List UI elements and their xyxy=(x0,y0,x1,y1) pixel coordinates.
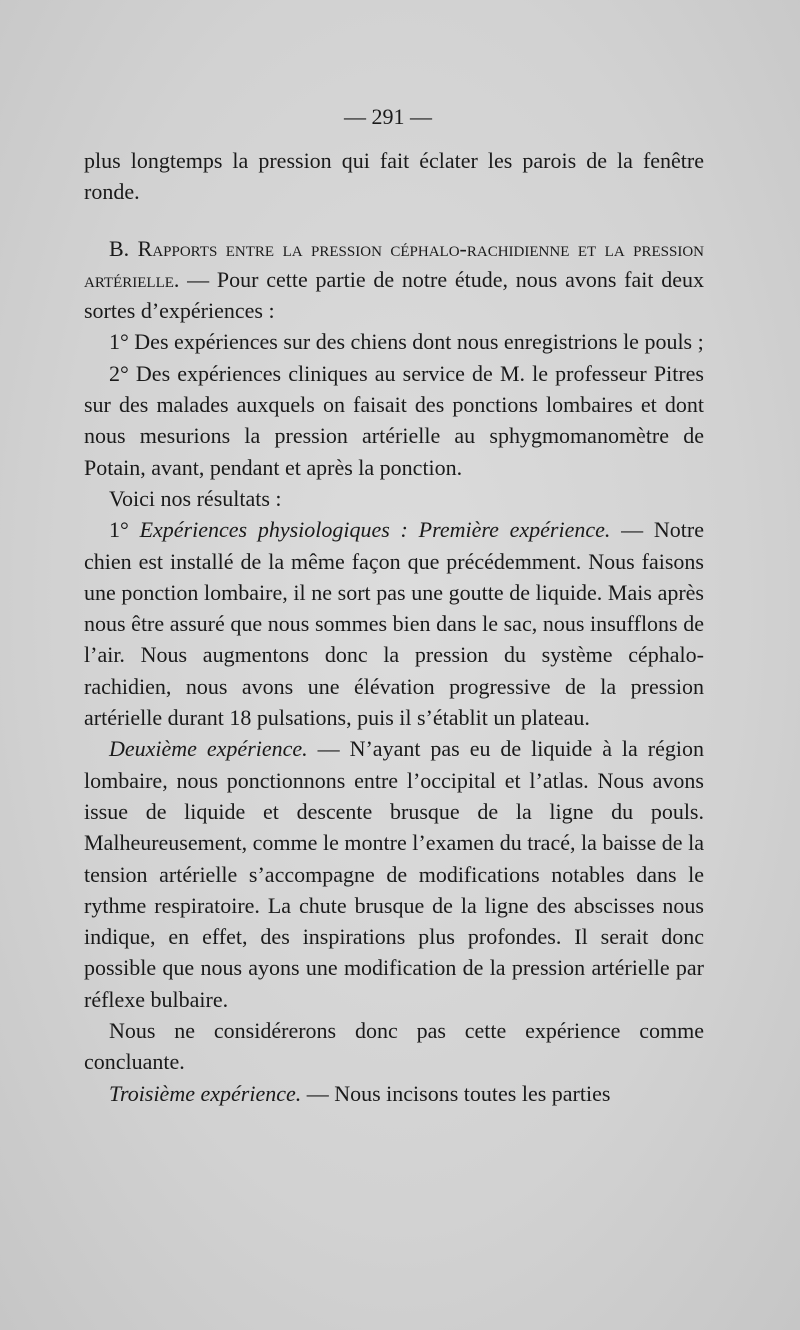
experiment-1-prefix: 1° xyxy=(109,517,140,543)
list-item-2: 2° Des expériences cliniques au service de M. le professeur Pitres sur des malades auxquels on faisait des ponctions lombaires et dont nous mesurions la pression artérielle au sphygmomanomètre de Potain, avant, pendant et après la ponction. xyxy=(84,360,704,480)
list-item-1: 1° Des expériences sur des chiens dont nous enregistrions le pouls ; xyxy=(109,329,704,355)
experiment-1-title: Expériences physiologiques : Première expérience. xyxy=(139,517,611,543)
page-number: — 291 — xyxy=(344,104,432,129)
experiment-3-text: — Nous incisons toutes les parties xyxy=(301,1080,611,1106)
section-text: — Pour cette partie de notre étude, nous avons fait deux sortes d’expériences : xyxy=(84,266,704,324)
experiment-2-title: Deuxième expérience. xyxy=(109,736,308,762)
experiment-3-title: Troisième expérience. xyxy=(109,1080,302,1106)
results-intro: Voici nos résultats : xyxy=(109,485,282,511)
experiment-3 xyxy=(84,1078,704,1109)
experiment-2-conclusion: Nous ne considérerons donc pas cette expérience comme concluante. xyxy=(84,1018,704,1075)
experiment-1 xyxy=(84,514,704,733)
paragraph-continuation: plus longtemps la pression qui fait éclater les parois de la fenêtre ronde. xyxy=(84,148,704,205)
section-title: Rapports entre la pression céphalo-rachidienne et la pression artérielle. xyxy=(84,235,704,292)
experiment-1-text: — Notre chien est installé de la même façon que précédemment. Nous faisons une ponction lombaire, il ne sort pas une goutte de liquide. Mais après nous être assuré que nous sommes bien dans le sac, nous insufflons de l’air. Nous augmentons donc la pression du système céphalo-rachidien, nous avons une élévation progressive de la pression artérielle durant 18 pulsations, puis il s’établit un plateau. xyxy=(84,517,704,731)
section-letter: B. xyxy=(109,235,138,261)
body-text xyxy=(84,145,704,1109)
experiment-2 xyxy=(84,733,704,1015)
experiment-2-text: — N’ayant pas eu de liquide à la région lombaire, nous ponctionnons entre l’occipital et l’atlas. Nous avons issue de liquide et descente brusque de la ligne du pouls. Malheureusement, comme le montre l’examen du tracé, la baisse de la tension artérielle s’accompagne de modifications notables dans le rythme respiratoire. La chute brusque de la ligne des abscisses nous indique, en effet, des inspirations plus profondes. Il serait donc possible que nous ayons une modification de la pression artérielle par réflexe bulbaire. xyxy=(84,736,704,1012)
section-b-heading xyxy=(84,233,704,327)
